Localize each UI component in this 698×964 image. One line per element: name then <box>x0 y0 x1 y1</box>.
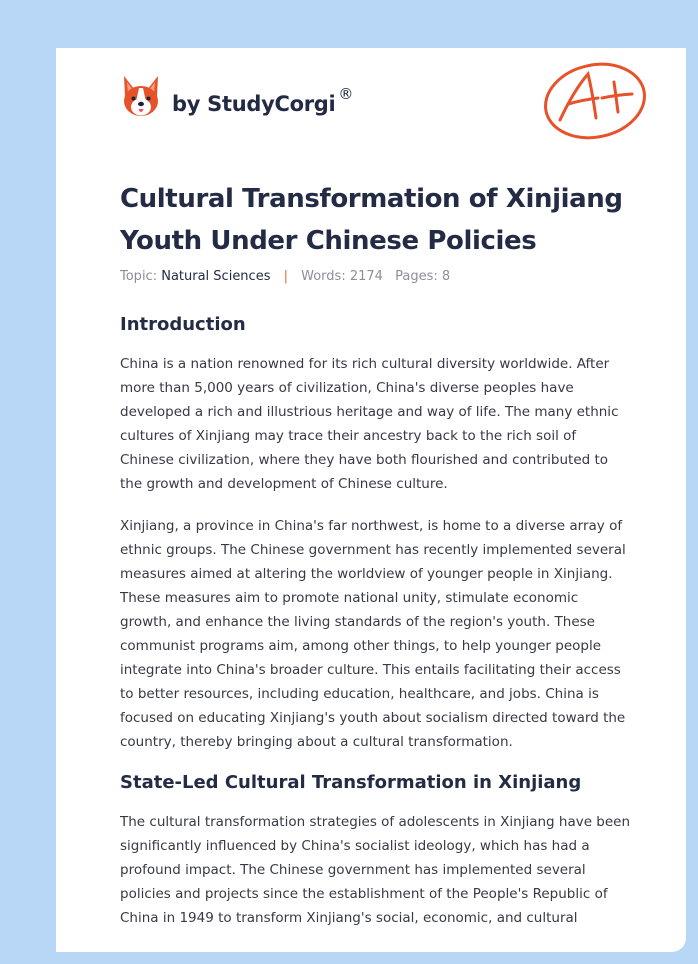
document-title: Cultural Transformation of Xinjiang Youth Under Chinese Policies <box>120 184 623 256</box>
words-value: 2174 <box>349 269 383 284</box>
document-page <box>56 48 686 952</box>
corgi-logo-icon <box>120 74 162 120</box>
topic-value[interactable]: Natural Sciences <box>161 269 271 284</box>
section-heading-introduction: Introduction <box>120 314 246 335</box>
words-label: Words: <box>301 269 346 284</box>
pages-value: 8 <box>441 269 451 284</box>
paragraph: Xinjiang, a province in China's far northwest, is home to a diverse array of ethnic groups. The Chinese government has recently implemented several measures aimed at altering the worldview of younger people in Xinjiang. These measures aim to promote national unity, stimulate economic growth, and enhance the living standards of the region's youth. These communist programs aim, among other things, to help younger people integrate into China's broader culture. This entails facilitating their access to better resources, including education, healthcare, and jobs. China is focused on educating Xinjiang's youth about socialism directed toward the country, thereby bringing about a cultural transformation. <box>120 518 626 750</box>
document-body <box>120 310 632 930</box>
registered-mark: ® <box>338 84 354 103</box>
pages-label: Pages: <box>395 269 438 284</box>
section-heading-state-led-transformation: State-Led Cultural Transformation in Xinjiang <box>120 772 582 793</box>
page-header <box>120 74 650 164</box>
topic-label: Topic: <box>120 269 158 284</box>
brand-name: by StudyCorgi ® <box>172 84 354 116</box>
studycorgi-logo[interactable] <box>120 74 353 120</box>
a-plus-grade-icon <box>540 60 650 142</box>
meta-separator: | <box>283 269 288 284</box>
document-meta <box>120 269 450 284</box>
paragraph: China is a nation renowned for its rich cultural diversity worldwide. After more than 5,000 years of civilization, China's diverse peoples have developed a rich and illustrious heritage and way of life. The many ethnic cultures of Xinjiang may trace their ancestry back to the rich soil of Chinese civilization, where they have both flourished and contributed to the growth and development of Chinese culture. <box>120 356 619 492</box>
paragraph: The cultural transformation strategies of adolescents in Xinjiang have been significantly influenced by China's socialist ideology, which has had a profound impact. The Chinese government has implemented several policies and projects since the establishment of the People's Republic of China in 1949 to transform Xinjiang's social, economic, and cultural <box>120 814 631 926</box>
